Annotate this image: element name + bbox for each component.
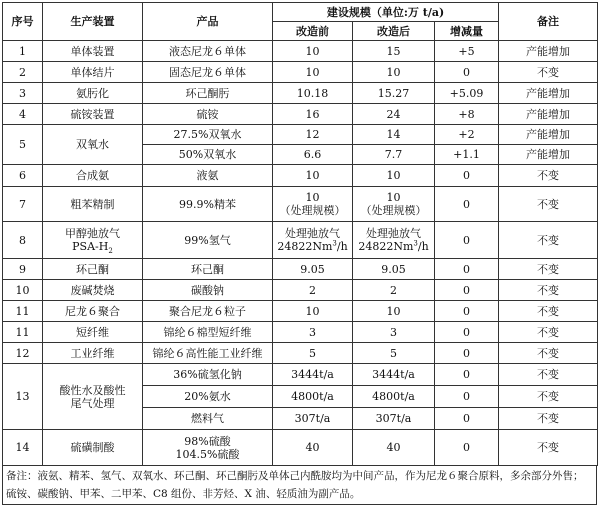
- after-value-note: 24822Nm: [358, 240, 414, 253]
- unit-line2: 尾气处理: [70, 396, 115, 410]
- product-cell: 硫铵: [143, 104, 273, 125]
- seq-cell: 4: [3, 104, 43, 125]
- before-unit-tail: /h: [336, 240, 348, 253]
- table-row: [3, 259, 598, 280]
- delta-cell: +1.1: [435, 145, 499, 165]
- table-row: [3, 165, 598, 187]
- unit-cell: 氨肟化: [43, 83, 143, 104]
- table-row: [3, 187, 598, 222]
- after-cell: 10: [353, 165, 435, 187]
- product-cell: 固态尼龙６单体: [143, 62, 273, 83]
- after-cell: [353, 187, 435, 222]
- delta-cell: 0: [435, 364, 499, 386]
- header-before: 改造前: [273, 22, 353, 41]
- table-row: [3, 301, 598, 322]
- table-row: [3, 222, 598, 259]
- unit-cell: 废碱焚烧: [43, 280, 143, 301]
- delta-cell: 0: [435, 343, 499, 364]
- before-cell: 40: [273, 430, 353, 466]
- before-superscript: 3: [332, 239, 337, 248]
- delta-cell: 0: [435, 322, 499, 343]
- header-seq: 序号: [3, 3, 43, 41]
- seq-cell: 2: [3, 62, 43, 83]
- after-cell: 14: [353, 125, 435, 145]
- seq-cell: 10: [3, 280, 43, 301]
- delta-cell: 0: [435, 386, 499, 408]
- before-cell: 16: [273, 104, 353, 125]
- unit-cell: 单体结片: [43, 62, 143, 83]
- after-cell: 40: [353, 430, 435, 466]
- product-cell: 锦纶６高性能工业纤维: [143, 343, 273, 364]
- delta-cell: 0: [435, 280, 499, 301]
- product-cell: 50%双氧水: [143, 145, 273, 165]
- before-cell: 3: [273, 322, 353, 343]
- product-cell: 锦纶６棉型短纤维: [143, 322, 273, 343]
- unit-cell: 单体装置: [43, 41, 143, 62]
- product-cell: 环己酮肟: [143, 83, 273, 104]
- after-cell: 10: [353, 62, 435, 83]
- after-value: 10: [386, 191, 401, 204]
- product-line2: 104.5%硫酸: [175, 447, 240, 461]
- unit-cell: 双氧水: [43, 125, 143, 165]
- after-cell: 307t/a: [353, 408, 435, 430]
- before-value: 10: [305, 191, 320, 204]
- before-cell: 10: [273, 41, 353, 62]
- unit-cell: [43, 222, 143, 259]
- delta-cell: 0: [435, 222, 499, 259]
- seq-cell: 11: [3, 322, 43, 343]
- unit-cell: 合成氨: [43, 165, 143, 187]
- product-cell: 99.9%精苯: [143, 187, 273, 222]
- before-value-note: （处理规模）: [279, 204, 346, 217]
- after-cell: 3: [353, 322, 435, 343]
- before-cell: 10: [273, 165, 353, 187]
- capacity-table-wrapper: [2, 2, 597, 505]
- capacity-table: [2, 2, 598, 466]
- table-row: [3, 430, 598, 466]
- remark-cell: 不变: [499, 222, 598, 259]
- table-note: 备注：液氨、精苯、氢气、双氧水、环己酮、环己酮肟及单体己内酰胺均为中间产品，作为尼龙６聚合原料，多余部分外售；硫铵、碳酸钠、甲苯、二甲苯、C8 组份、非芳烃、X 油、轻质油为副产品。: [2, 466, 597, 505]
- after-cell: 3444t/a: [353, 364, 435, 386]
- remark-cell: 不变: [499, 386, 598, 408]
- remark-cell: 产能增加: [499, 83, 598, 104]
- product-cell: 燃料气: [143, 408, 273, 430]
- seq-cell: 3: [3, 83, 43, 104]
- header-scale: 建设规模（单位:万 t/a): [273, 3, 499, 22]
- after-cell: 15: [353, 41, 435, 62]
- remark-cell: 不变: [499, 408, 598, 430]
- after-cell: 9.05: [353, 259, 435, 280]
- before-cell: 4800t/a: [273, 386, 353, 408]
- after-cell: 7.7: [353, 145, 435, 165]
- before-cell: [273, 222, 353, 259]
- after-unit-tail: /h: [417, 240, 429, 253]
- unit-cell: 硫铵装置: [43, 104, 143, 125]
- product-cell: 99%氢气: [143, 222, 273, 259]
- table-row: [3, 343, 598, 364]
- delta-cell: 0: [435, 259, 499, 280]
- seq-cell: 5: [3, 125, 43, 165]
- unit-line2: PSA-H: [72, 240, 109, 253]
- before-value: 处理弛放气: [285, 227, 340, 240]
- product-cell: 20%氨水: [143, 386, 273, 408]
- unit-subscript: 2: [108, 247, 113, 256]
- remark-cell: 不变: [499, 430, 598, 466]
- after-cell: 24: [353, 104, 435, 125]
- remark-cell: 产能增加: [499, 41, 598, 62]
- after-superscript: 3: [413, 239, 418, 248]
- table-row: [3, 41, 598, 62]
- product-cell: [143, 430, 273, 466]
- seq-cell: 11: [3, 301, 43, 322]
- unit-cell: [43, 364, 143, 430]
- delta-cell: 0: [435, 430, 499, 466]
- after-cell: 2: [353, 280, 435, 301]
- delta-cell: 0: [435, 187, 499, 222]
- header-product: 产品: [143, 3, 273, 41]
- table-row: [3, 322, 598, 343]
- remark-cell: 不变: [499, 165, 598, 187]
- unit-cell: 工业纤维: [43, 343, 143, 364]
- remark-cell: 产能增加: [499, 104, 598, 125]
- after-value: 处理弛放气: [366, 227, 421, 240]
- before-cell: 12: [273, 125, 353, 145]
- product-cell: 液氨: [143, 165, 273, 187]
- after-cell: 10: [353, 301, 435, 322]
- table-row: [3, 83, 598, 104]
- delta-cell: +2: [435, 125, 499, 145]
- remark-cell: 不变: [499, 322, 598, 343]
- product-line1: 98%硫酸: [184, 434, 231, 448]
- header-remark: 备注: [499, 3, 598, 41]
- before-cell: 5: [273, 343, 353, 364]
- delta-cell: 0: [435, 165, 499, 187]
- remark-cell: 不变: [499, 62, 598, 83]
- header-delta: 增减量: [435, 22, 499, 41]
- before-cell: 9.05: [273, 259, 353, 280]
- product-cell: 液态尼龙６单体: [143, 41, 273, 62]
- remark-cell: 不变: [499, 259, 598, 280]
- before-cell: 6.6: [273, 145, 353, 165]
- after-cell: [353, 222, 435, 259]
- before-cell: 10: [273, 62, 353, 83]
- unit-cell: 粗苯精制: [43, 187, 143, 222]
- unit-cell: 硫磺制酸: [43, 430, 143, 466]
- unit-line1: 酸性水及酸性: [59, 383, 126, 397]
- seq-cell: 1: [3, 41, 43, 62]
- unit-cell: 环己酮: [43, 259, 143, 280]
- product-cell: 碳酸钠: [143, 280, 273, 301]
- delta-cell: 0: [435, 301, 499, 322]
- seq-cell: 12: [3, 343, 43, 364]
- remark-cell: 不变: [499, 280, 598, 301]
- seq-cell: 14: [3, 430, 43, 466]
- remark-cell: 不变: [499, 343, 598, 364]
- after-value-note: （处理规模）: [360, 204, 427, 217]
- table-row: [3, 280, 598, 301]
- header-unit: 生产装置: [43, 3, 143, 41]
- product-cell: 27.5%双氧水: [143, 125, 273, 145]
- seq-cell: 6: [3, 165, 43, 187]
- before-cell: 307t/a: [273, 408, 353, 430]
- delta-cell: 0: [435, 408, 499, 430]
- after-cell: 15.27: [353, 83, 435, 104]
- before-cell: 3444t/a: [273, 364, 353, 386]
- seq-cell: 7: [3, 187, 43, 222]
- delta-cell: +5: [435, 41, 499, 62]
- unit-cell: 短纤维: [43, 322, 143, 343]
- remark-cell: 不变: [499, 364, 598, 386]
- seq-cell: 8: [3, 222, 43, 259]
- before-cell: 2: [273, 280, 353, 301]
- header-after: 改造后: [353, 22, 435, 41]
- table-row: [3, 62, 598, 83]
- table-row: [3, 104, 598, 125]
- delta-cell: 0: [435, 62, 499, 83]
- seq-cell: 9: [3, 259, 43, 280]
- remark-cell: 不变: [499, 301, 598, 322]
- unit-cell: 尼龙６聚合: [43, 301, 143, 322]
- before-cell: 10.18: [273, 83, 353, 104]
- delta-cell: +5.09: [435, 83, 499, 104]
- after-cell: 5: [353, 343, 435, 364]
- seq-cell: 13: [3, 364, 43, 430]
- product-cell: 环己酮: [143, 259, 273, 280]
- unit-line1: 甲醇弛放气: [65, 227, 120, 240]
- delta-cell: +8: [435, 104, 499, 125]
- table-row: [3, 364, 598, 386]
- remark-cell: 产能增加: [499, 125, 598, 145]
- before-cell: 10: [273, 301, 353, 322]
- product-cell: 36%硫氢化钠: [143, 364, 273, 386]
- product-cell: 聚合尼龙６粒子: [143, 301, 273, 322]
- before-cell: [273, 187, 353, 222]
- before-value-note: 24822Nm: [277, 240, 333, 253]
- table-row: [3, 125, 598, 145]
- after-cell: 4800t/a: [353, 386, 435, 408]
- remark-cell: 不变: [499, 187, 598, 222]
- remark-cell: 产能增加: [499, 145, 598, 165]
